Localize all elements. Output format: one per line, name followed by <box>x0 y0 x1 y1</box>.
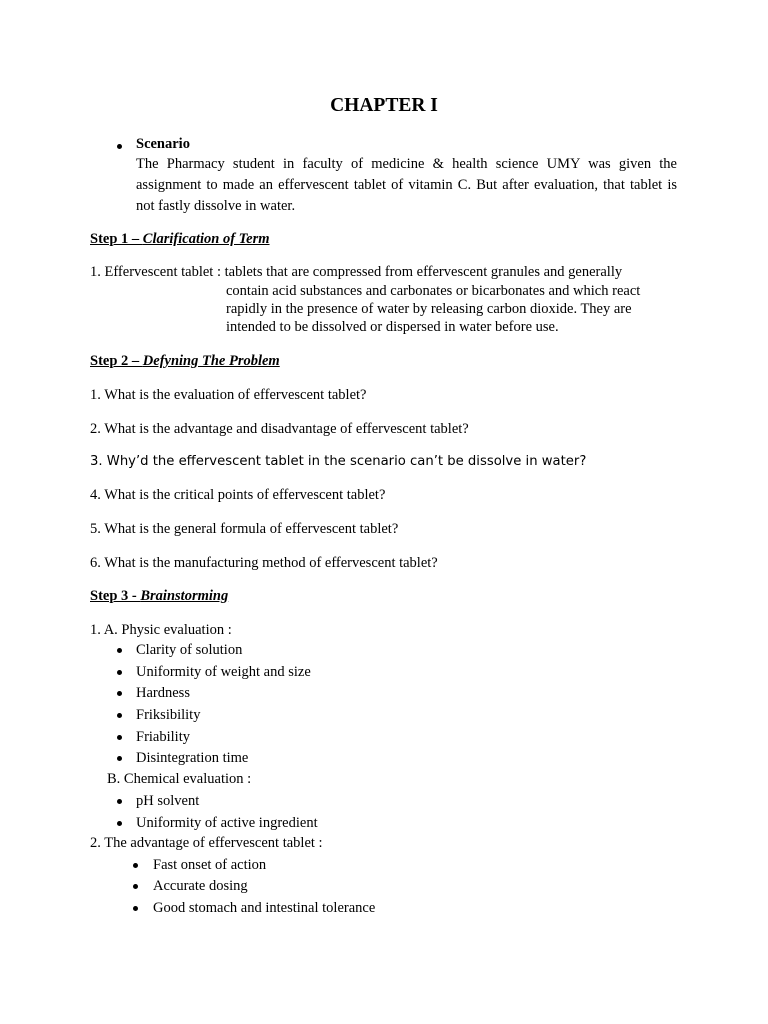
scenario-heading: Scenario <box>136 136 190 152</box>
chapter-title: CHAPTER I <box>330 95 438 116</box>
bullet-icon <box>117 735 122 740</box>
list-item: Uniformity of weight and size <box>136 664 311 680</box>
question-item: 2. What is the advantage and disadvantage of effervescent tablet? <box>90 421 469 437</box>
question-item: 1. What is the evaluation of effervescent tablet? <box>90 387 367 403</box>
list-item: Accurate dosing <box>153 878 248 894</box>
bullet-icon <box>133 884 138 889</box>
list-item: Fast onset of action <box>153 857 267 873</box>
physic-evaluation-label: 1. A. Physic evaluation : <box>90 622 232 638</box>
list-item: Disintegration time <box>136 750 249 766</box>
bullet-icon <box>117 648 122 653</box>
definition-line: intended to be dissolved or dispersed in water before use. <box>226 319 559 335</box>
advantage-label: 2. The advantage of effervescent tablet : <box>90 835 323 851</box>
definition-line: contain acid substances and carbonates or bicarbonates and which react <box>226 283 641 299</box>
bullet-icon <box>117 713 122 718</box>
definition-line: rapidly in the presence of water by releasing carbon dioxide. They are <box>226 301 632 317</box>
list-item: Hardness <box>136 685 190 701</box>
chemical-evaluation-label: B. Chemical evaluation : <box>107 771 252 787</box>
bullet-icon <box>117 821 122 826</box>
step3-heading: Step 3 - Brainstorming <box>90 588 229 604</box>
bullet-icon <box>117 144 122 149</box>
bullet-icon <box>117 756 122 761</box>
list-item: pH solvent <box>136 793 200 809</box>
question-item: 6. What is the manufacturing method of effervescent tablet? <box>90 555 438 571</box>
definition-line: tablets that are compressed from effervescent granules and generally <box>224 264 623 280</box>
list-item: Friksibility <box>136 707 201 723</box>
question-item: 4. What is the critical points of effervescent tablet? <box>90 487 386 503</box>
list-item: Clarity of solution <box>136 642 243 658</box>
bullet-icon <box>133 906 138 911</box>
question-item: 3. Why’d the effervescent tablet in the scenario can’t be dissolve in water? <box>90 454 587 469</box>
bullet-icon <box>117 691 122 696</box>
list-item: Good stomach and intestinal tolerance <box>153 900 376 916</box>
step2-heading: Step 2 – Defyning The Problem <box>90 353 280 369</box>
scenario-line: not fastly dissolve in water. <box>136 198 296 214</box>
scenario-line: The Pharmacy student in faculty of medicine & health science UMY was given the <box>136 156 677 172</box>
bullet-icon <box>117 799 122 804</box>
question-item: 5. What is the general formula of effervescent tablet? <box>90 521 399 537</box>
scenario-line: assignment to made an effervescent tablet of vitamin C. But after evaluation, that tablet is <box>136 177 677 193</box>
list-item: Uniformity of active ingredient <box>136 815 318 831</box>
list-item: Friability <box>136 729 190 745</box>
bullet-icon <box>133 863 138 868</box>
step1-heading: Step 1 – Clarification of Term <box>90 231 270 247</box>
bullet-icon <box>117 670 122 675</box>
term-label: 1. Effervescent tablet : tablets that are compressed from effervescent granules and generally <box>90 264 623 280</box>
